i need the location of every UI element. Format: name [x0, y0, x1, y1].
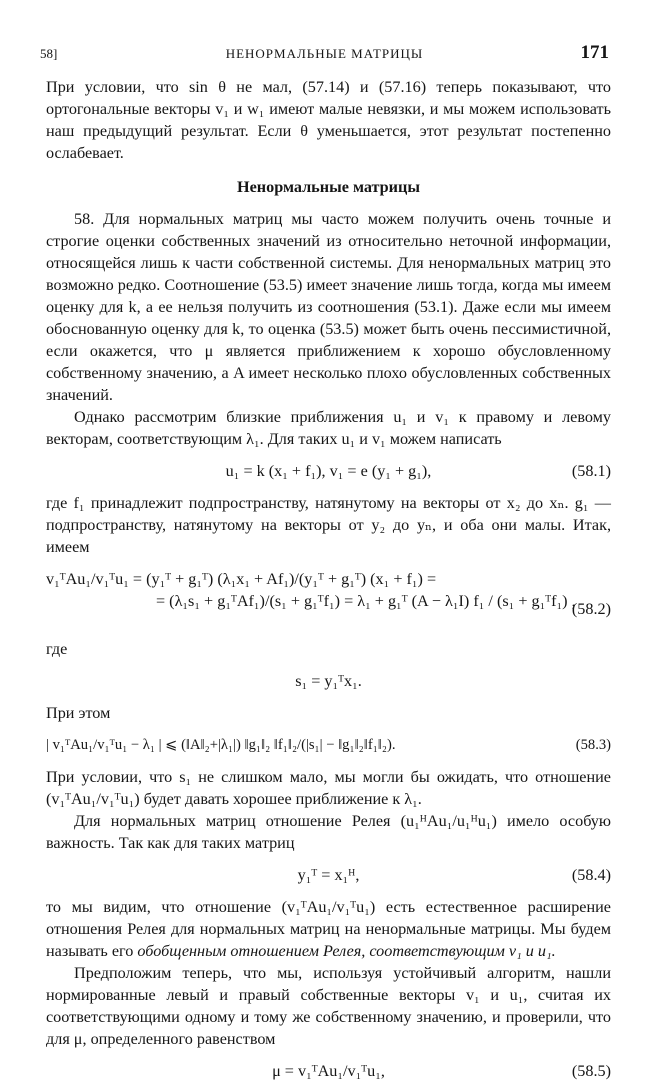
- equation-line-1: v₁ᵀAu₁/v₁ᵀu₁ = (y₁ᵀ + g₁ᵀ) (λ₁x₁ + Af₁)/(y₁ᵀ + g₁ᵀ) (x₁ + f₁) =: [46, 570, 437, 588]
- equation-body: s₁ = y₁ᵀx₁.: [295, 672, 362, 690]
- equation-number: (58.5): [571, 1062, 611, 1080]
- where-label: где: [46, 640, 68, 658]
- section-marker: 58]: [40, 46, 58, 61]
- at-this-label: При этом: [46, 704, 111, 722]
- paragraph-text: то мы видим, что отношение (v₁ᵀAu₁/v₁ᵀu₁) есть естественное расширение отношения Релея для нормальных матриц на ненормальные матрицы. Мы будем называть его: [46, 898, 611, 960]
- equation-body: y₁ᵀ = x₁ᴴ,: [297, 866, 360, 884]
- equation-number: (58.2): [571, 600, 611, 618]
- equation-body: | v₁ᵀAu₁/v₁ᵀu₁ − λ₁ | ⩽ (‖A‖₂+|λ₁|) ‖g₁‖₂ ‖f₁‖₂/(|s₁| − ‖g₁‖₂‖f₁‖₂).: [46, 737, 396, 753]
- equation-s1: [46, 670, 611, 692]
- emphasized-term: обобщенным отношением Релея, соответствующим v₁ и u₁.: [137, 942, 556, 960]
- paragraph-generalized: [46, 896, 611, 962]
- equation-58-2: [46, 568, 611, 628]
- paragraph-condition: При условии, что s₁ не слишком мало, мы могли бы ожидать, что отношение (v₁ᵀAu₁/v₁ᵀu₁) будет давать хорошее приближение к λ₁.: [46, 768, 611, 808]
- equation-line-2: = (λ₁s₁ + g₁ᵀAf₁)/(s₁ + g₁ᵀf₁) = λ₁ + g₁ᵀ (A − λ₁I) f₁ / (s₁ + g₁ᵀf₁) ,: [156, 592, 576, 610]
- page-number: 171: [580, 42, 609, 63]
- equation-58-3: [46, 734, 611, 756]
- page-body: [46, 76, 611, 1092]
- equation-number: (58.4): [571, 866, 611, 884]
- paragraph-continued: При условии, что sin θ не мал, (57.14) и (57.16) теперь показывают, что ортогональные векторы v₁ и w₁ имеют малые невязки, и мы можем использовать наш предыдущий результат. Если θ уменьшается, этот результат постепенно ослабевает.: [46, 78, 611, 162]
- paragraph-subspaces: где f₁ принадлежит подпространству, натянутому на векторы от x₂ до xₙ. g₁ — подпространству, натянутому на векторы от y₂ до yₙ, и оба они малы. Итак, имеем: [46, 494, 611, 556]
- equation-number: (58.1): [571, 462, 611, 480]
- equation-number: (58.3): [575, 737, 611, 753]
- page-header: [40, 44, 609, 66]
- paragraph-rayleigh: Для нормальных матриц отношение Релея (u₁ᴴAu₁/u₁ᴴu₁) имело особую важность. Так как для таких матриц: [46, 812, 611, 852]
- paragraph-stable-algorithm: Предположим теперь, что мы, используя устойчивый алгоритм, нашли нормированные левый и правый собственные векторы v₁ и u₁, считая их соответствующими одному и тому же собственному значению, и проверили, что для μ, определенного равенством: [46, 964, 611, 1048]
- equation-58-5: [46, 1060, 611, 1082]
- section-title: Ненормальные матрицы: [237, 178, 420, 196]
- equation-58-1: [46, 460, 611, 482]
- equation-body: u₁ = k (x₁ + f₁), v₁ = e (y₁ + g₁),: [225, 462, 432, 480]
- paragraph-58: 58. Для нормальных матриц мы часто можем получить очень точные и строгие оценки собственных значений из относительно неточной информации, относящейся лишь к части собственной системы. Для ненормальных матриц это возможно редко. Соотношение (53.5) имеет значение лишь тогда, когда мы имеем оценку для k, а ее нельзя получить из соотношения (53.1). Даже если мы имеем обоснованную оценку для k, то оценка (53.5) может быть очень пессимистичной, если окажется, что μ является приближением к хорошо обусловленному собственному значению, а A имеет несколько плохо обусловленных собственных значений.: [46, 210, 611, 404]
- equation-body: μ = v₁ᵀAu₁/v₁ᵀu₁,: [272, 1062, 385, 1080]
- paragraph-approximations: Однако рассмотрим близкие приближения u₁ и v₁ к правому и левому векторам, соответствующим λ₁. Для таких u₁ и v₁ можем написать: [46, 408, 611, 448]
- running-title: НЕНОРМАЛЬНЫЕ МАТРИЦЫ: [225, 46, 424, 61]
- equation-58-4: [46, 864, 611, 886]
